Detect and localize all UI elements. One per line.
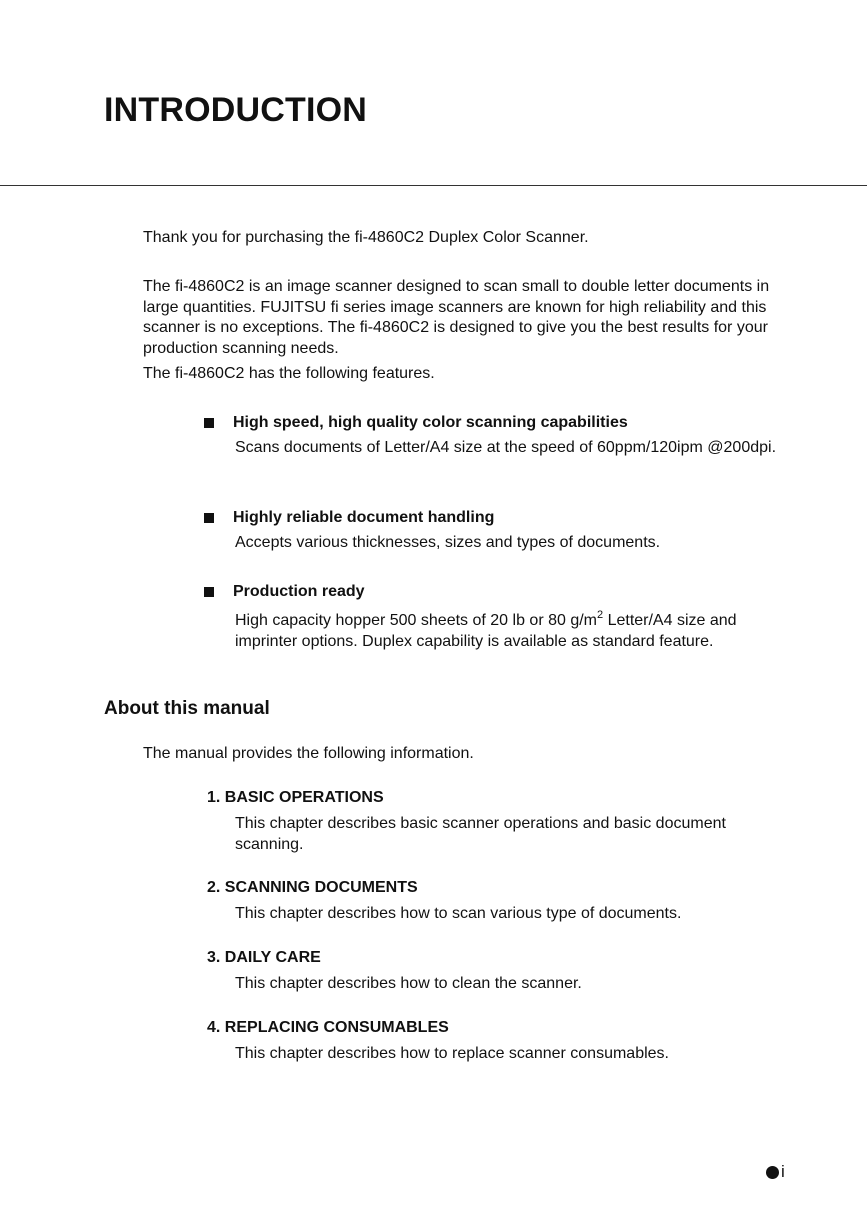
chapter-text: This chapter describes how to scan various type of documents. <box>235 905 682 922</box>
superscript: 2 <box>597 609 604 621</box>
feature-heading-text: Production ready <box>233 583 365 600</box>
page-number-text: i <box>781 1162 785 1181</box>
chapter-text: This chapter describes how to replace scanner consumables. <box>235 1045 669 1062</box>
feature-heading <box>204 582 794 602</box>
features-lead: The fi-4860C2 has the following features. <box>143 365 435 382</box>
square-bullet-icon <box>204 418 214 428</box>
chapter-item <box>207 948 797 995</box>
chapter-heading: 3. DAILY CARE <box>207 949 321 966</box>
title-divider <box>0 185 867 186</box>
square-bullet-icon <box>204 587 214 597</box>
intro-description: The fi-4860C2 is an image scanner designed to scan small to double letter documents in large quantities. FUJITSU fi series image scanners are known for high reliability and this scanner is no exceptions. The fi-4860C2 is designed to give you the best results for your production scanning needs. <box>143 278 770 357</box>
feature-heading <box>204 508 794 528</box>
feature-heading-text: High speed, high quality color scanning capabilities <box>233 414 628 431</box>
feature-heading <box>204 413 794 433</box>
feature-text: Scans documents of Letter/A4 size at the speed of 60ppm/120ipm @200dpi. <box>235 439 777 456</box>
feature-text-part: Letter/A4 size and imprinter options. Duplex capability is available as standard feature. <box>235 612 737 650</box>
feature-item <box>204 413 794 459</box>
feature-text: Accepts various thicknesses, sizes and types of documents. <box>235 534 661 551</box>
feature-text-part: High capacity hopper 500 sheets of 20 lb or 80 g/m <box>235 612 597 629</box>
manual-lead: The manual provides the following information. <box>143 745 474 762</box>
chapter-heading: 1. BASIC OPERATIONS <box>207 789 384 806</box>
intro-thanks: Thank you for purchasing the fi-4860C2 Duplex Color Scanner. <box>143 229 589 246</box>
feature-text <box>235 611 794 652</box>
section-heading: About this manual <box>104 698 270 719</box>
chapter-item <box>207 788 797 855</box>
feature-item <box>204 582 794 652</box>
chapter-item <box>207 1018 797 1065</box>
chapter-item <box>207 878 797 925</box>
page-number <box>766 1162 785 1182</box>
chapter-heading: 4. REPLACING CONSUMABLES <box>207 1019 449 1036</box>
square-bullet-icon <box>204 513 214 523</box>
circle-bullet-icon <box>766 1166 779 1179</box>
feature-item <box>204 508 794 554</box>
page-title: INTRODUCTION <box>104 91 368 129</box>
feature-heading-text: Highly reliable document handling <box>233 509 495 526</box>
chapter-heading: 2. SCANNING DOCUMENTS <box>207 879 418 896</box>
chapter-text: This chapter describes basic scanner operations and basic document scanning. <box>235 815 726 853</box>
chapter-text: This chapter describes how to clean the scanner. <box>235 975 582 992</box>
